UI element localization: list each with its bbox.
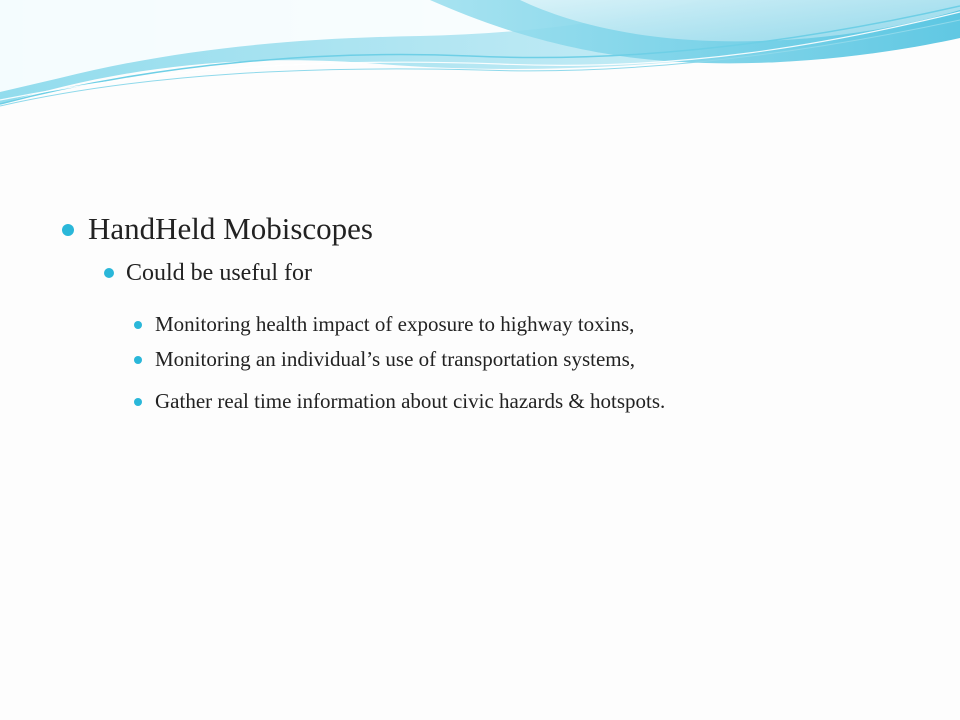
bullet-level3-text: Monitoring an individual’s use of transportation systems, — [155, 347, 636, 371]
bullet-dot — [104, 268, 114, 278]
bullet-dot — [134, 398, 142, 406]
bullet-level1-text: HandHeld Mobiscopes — [88, 211, 373, 246]
bullet-level3-text: Monitoring health impact of exposure to highway toxins, — [155, 312, 635, 336]
bullet-level3-text: Gather real time information about civic hazards & hotspots. — [155, 389, 666, 413]
bullet-dot — [62, 224, 74, 236]
bullet-dot — [134, 321, 142, 329]
bullet-dot — [134, 356, 142, 364]
bullet-level2-text: Could be useful for — [126, 260, 312, 286]
